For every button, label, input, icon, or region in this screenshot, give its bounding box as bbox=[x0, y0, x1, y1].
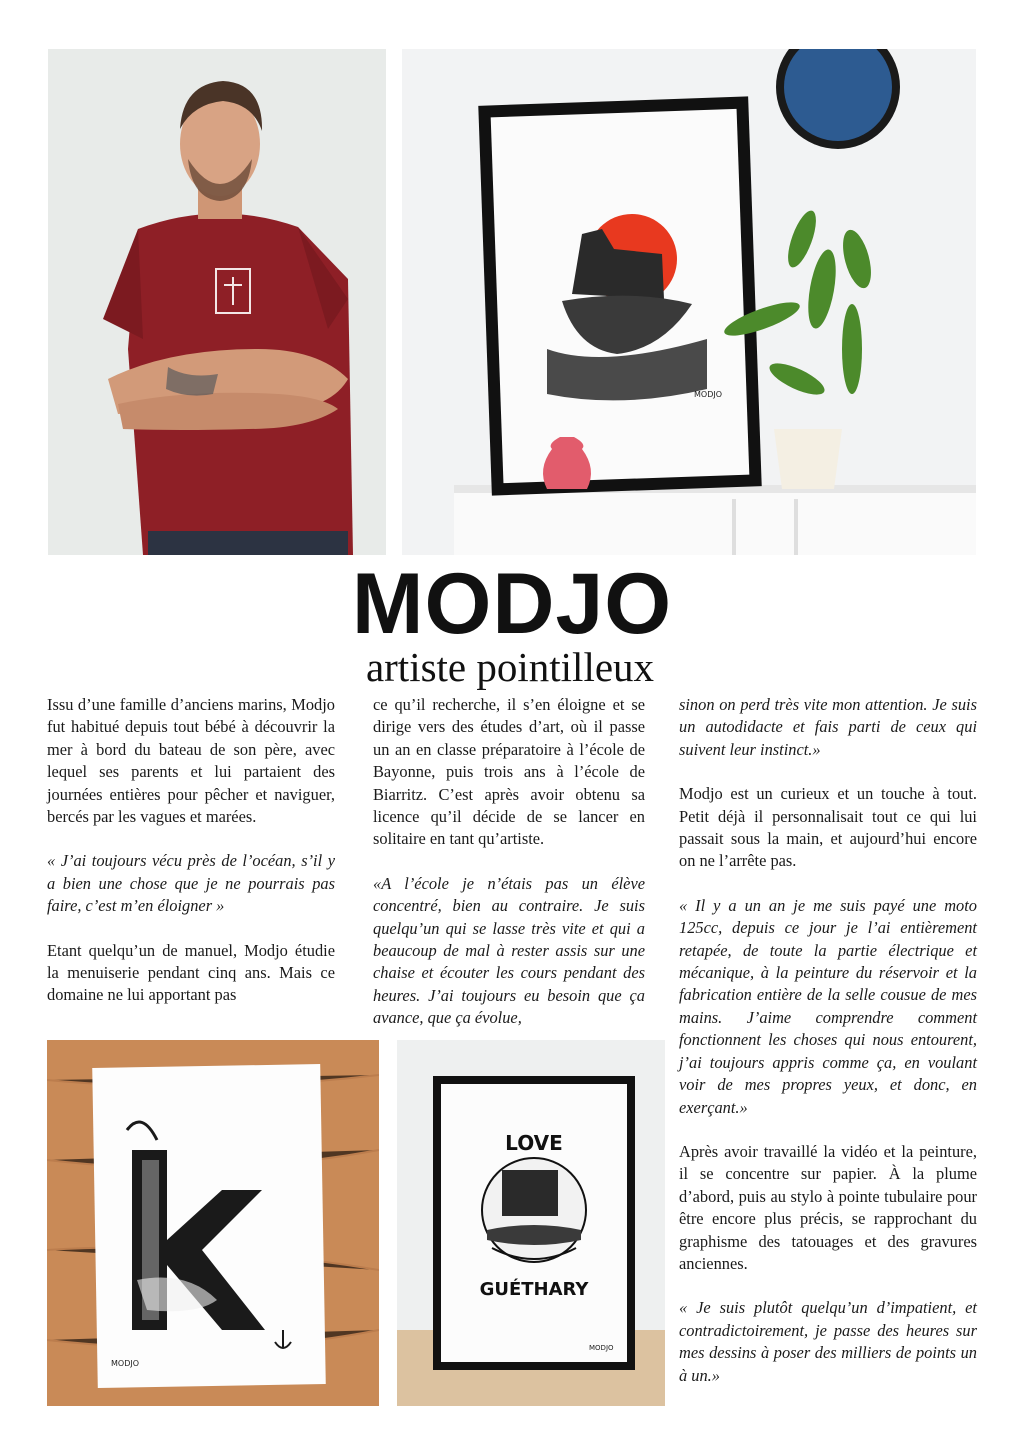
print-signature: MODJO bbox=[111, 1359, 140, 1368]
print-signature: MODJO bbox=[694, 390, 723, 399]
page-title: MODJO bbox=[351, 556, 673, 652]
paragraph: ce qu’il recherche, il s’en éloigne et se dirige vers des études d’art, où il passe un an en classe préparatoire à l’école de Bayonne, puis trois ans à l’école de Biarritz. C’est après avoir obtenu sa licence qu’il décide de se lancer en solitaire en tant qu’artiste. bbox=[373, 695, 645, 849]
quote: « Il y a un an je me suis payé une moto 125cc, depuis ce jour je l’ai entièrement retapée, de toute la partie électrique et mécanique, à la peinture du réservoir et la fabrication entière de la selle cousue de mes mains. J’aime comprendre comment fonctionnent les choses qui nous entourent, j’ai toujours appris comme ça, en voulant voir de mes propres yeux, et donc, en exerçant.» bbox=[679, 895, 977, 1117]
quote: «A l’école je n’étais pas un élève concentré, bien au contraire. Je suis quelqu’un qui se lasse très vite et qui a beaucoup de mal à rester assis sur une chaise et écouter les cours pendant des heures. J’ai toujours eu besoin que ça avance, que ça évolue, bbox=[373, 873, 645, 1028]
print-signature: MODJO bbox=[589, 1344, 614, 1352]
text-column-1 bbox=[47, 694, 335, 1007]
paragraph: Modjo est un curieux et un touche à tout. Petit déjà il personnalisait tout ce qui lui passait sous la main, et aujourd’hui encore on ne l’arrête pas. bbox=[679, 784, 977, 871]
quote: sinon on perd très vite mon attention. Je suis un autodidacte et fais parti de ceux qui suivent leur instinct.» bbox=[679, 695, 977, 759]
print-title: LOVE bbox=[505, 1131, 563, 1155]
portrait-photo bbox=[48, 49, 386, 555]
love-guethary-print-photo bbox=[397, 1040, 665, 1406]
page-subtitle: artiste pointilleux bbox=[365, 644, 655, 690]
paragraph: Issu d’une famille d’anciens marins, Modjo fut habitué depuis tout bébé à découvrir la mer à bord du bateau de son père, avec lequel ses parents et lui partaient des journées entières pour pêcher et naviguer, bercés par les vagues et marées. bbox=[47, 695, 335, 827]
framed-print-photo bbox=[402, 49, 976, 555]
quote: « J’ai toujours vécu près de l’océan, s’il y a bien une chose que je ne pourrais pas faire, c’est m’en éloigner » bbox=[47, 851, 335, 916]
text-column-3 bbox=[679, 694, 977, 1387]
paragraph: Après avoir travaillé la vidéo et la peinture, il se concentre sur papier. À la plume d’abord, puis au stylo à pointe tubulaire pour être encore plus précis, se rapprochant du graphisme des tatouages et des gravures anciennes. bbox=[679, 1141, 977, 1273]
letter-k-print-photo bbox=[47, 1040, 379, 1406]
quote: « Je suis plutôt quelqu’un d’impatient, et contradictoirement, je passe des heures sur mes dessins à poser des milliers de points un à un.» bbox=[679, 1298, 977, 1385]
text-column-2 bbox=[373, 694, 645, 1030]
paragraph: Etant quelqu’un de manuel, Modjo étudie la menuiserie pendant cinq ans. Mais ce domaine ne lui apportant pas bbox=[47, 940, 335, 1005]
print-place: GUÉTHARY bbox=[479, 1279, 589, 1300]
